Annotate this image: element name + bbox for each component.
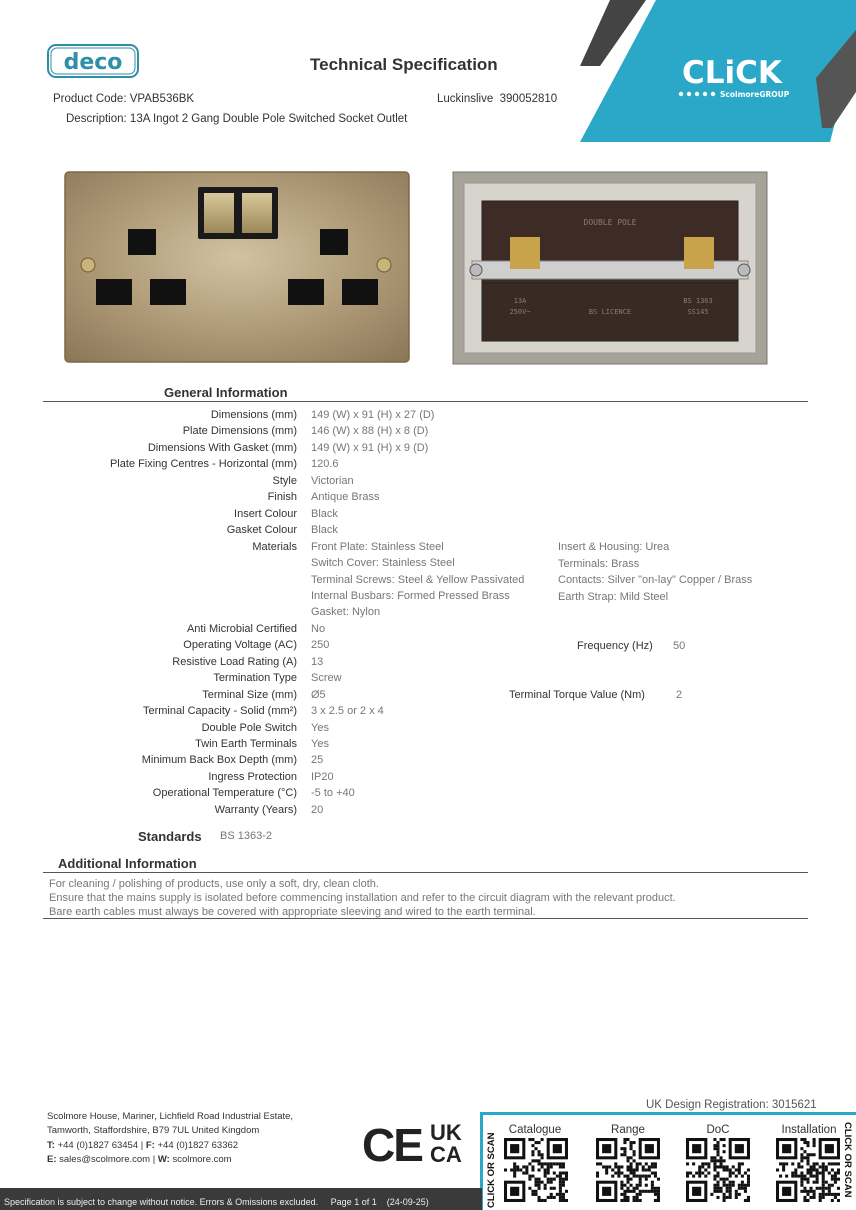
spec-value: Gasket: Nylon — [311, 606, 381, 618]
spec-label: Plate Fixing Centres - Horizontal (mm) — [109, 458, 297, 470]
rear-text-licence: BS LICENCE — [588, 308, 632, 316]
qr-code-installation[interactable] — [776, 1138, 840, 1202]
qr-code-doc[interactable] — [686, 1138, 750, 1202]
spec-label: Dimensions (mm) — [210, 409, 297, 421]
tel-value: +44 (0)1827 63454 — [57, 1140, 139, 1151]
spec-value: Black — [311, 508, 338, 520]
description-label: Description: — [66, 113, 127, 125]
spec-label: Terminal Capacity - Solid (mm²) — [142, 705, 297, 717]
spec-value: 146 (W) x 88 (H) x 8 (D) — [311, 425, 429, 437]
spec-label: Terminal Size (mm) — [202, 689, 297, 701]
spec-value: 149 (W) x 91 (H) x 27 (D) — [311, 409, 435, 421]
tel-label: T: — [47, 1140, 55, 1151]
additional-info-rule-bottom — [43, 918, 808, 919]
spec-label: Style — [272, 475, 297, 487]
rear-text-voltage: 250V~ — [509, 308, 531, 316]
spec-value: Black — [311, 524, 338, 536]
contact-line: E: sales@scolmore.com | W: scolmore.com — [47, 1154, 232, 1165]
spec-value: Terminal Screws: Steel & Yellow Passivated — [311, 574, 525, 586]
spec-label: Materials — [252, 541, 297, 553]
click-scolmore-banner — [580, 0, 856, 142]
spec-label: Twin Earth Terminals — [195, 738, 297, 750]
design-registration: UK Design Registration: 3015621 — [646, 1099, 817, 1111]
qr-label-catalogue: Catalogue — [508, 1124, 562, 1136]
general-info-rule — [43, 401, 808, 402]
additional-line-2: Bare earth cables must always be covered with appropriate sleeving and wired to the earth terminal. — [49, 906, 536, 918]
spec-label: Dimensions With Gasket (mm) — [147, 442, 297, 454]
luckins-row — [437, 93, 557, 105]
product-code-value: VPAB536BK — [129, 93, 195, 105]
spec-value: Internal Busbars: Formed Pressed Brass — [311, 590, 510, 602]
spec-value: Victorian — [311, 475, 354, 487]
ukca-top: UK — [430, 1120, 462, 1145]
qr-label-range: Range — [611, 1124, 645, 1136]
web-value: scolmore.com — [172, 1154, 232, 1165]
ce-mark: CE — [362, 1119, 422, 1171]
spec-label: Finish — [267, 491, 297, 503]
spec-value: 149 (W) x 91 (H) x 9 (D) — [311, 442, 429, 454]
click-sub-text: ScolmoreGROUP — [720, 90, 790, 99]
spec-label: Termination Type — [213, 672, 297, 684]
page-title: Technical Specification — [310, 55, 498, 74]
description-row — [66, 113, 407, 125]
spec-value: -5 to +40 — [311, 787, 355, 799]
address-line-1: Scolmore House, Mariner, Lichfield Road Industrial Estate, — [47, 1111, 294, 1122]
click-or-scan-left: CLICK OR SCAN — [486, 1132, 497, 1208]
qr-label-installation: Installation — [781, 1124, 837, 1136]
rear-text-ss145: SS145 — [687, 308, 709, 316]
fax-value: +44 (0)1827 63362 — [157, 1140, 239, 1151]
rear-text-bs1363: BS 1363 — [683, 297, 713, 305]
page-number: Page 1 of 1 — [330, 1197, 377, 1207]
issue-date: (24-09-25) — [386, 1197, 429, 1207]
additional-info-title: Additional Information — [58, 856, 197, 871]
material-col2-1: Terminals: Brass — [558, 558, 640, 570]
spec-value: Antique Brass — [311, 491, 380, 503]
standards-value: BS 1363-2 — [220, 830, 272, 842]
click-logo-text: CLiCK — [682, 55, 782, 91]
spec-value: Front Plate: Stainless Steel — [311, 541, 444, 553]
description-value: 13A Ingot 2 Gang Double Pole Switched Socket Outlet — [129, 113, 408, 125]
email-value: sales@scolmore.com — [59, 1154, 151, 1165]
spec-label: Insert Colour — [234, 508, 297, 520]
fax-label: F: — [145, 1140, 155, 1151]
material-col2-0: Insert & Housing: Urea — [558, 541, 670, 553]
spec-label: Anti Microbial Certified — [186, 623, 297, 635]
frequency-value: 50 — [673, 640, 686, 652]
additional-info-rule-top — [43, 872, 808, 873]
footer-disclaimer-line — [4, 1197, 429, 1207]
qr-code-range[interactable] — [596, 1138, 660, 1202]
spec-value: 13 — [311, 656, 324, 668]
spec-value: 120.6 — [311, 458, 339, 470]
rear-text-13a: 13A — [513, 297, 527, 305]
spec-label: Operational Temperature (°C) — [152, 787, 297, 799]
torque-value: 2 — [676, 689, 683, 701]
spec-value: Screw — [311, 672, 342, 684]
general-info-title: General Information — [164, 385, 288, 400]
ukca-mark — [430, 1122, 478, 1166]
luckins-label: Luckinslive — [437, 93, 494, 105]
product-front-image — [64, 171, 410, 363]
qr-label-doc: DoC — [706, 1124, 730, 1136]
email-label: E: — [47, 1154, 57, 1165]
spec-value: 3 x 2.5 or 2 x 4 — [311, 705, 384, 717]
qr-code-catalogue[interactable] — [504, 1138, 568, 1202]
spec-label: Ingress Protection — [208, 771, 297, 783]
torque-label: Terminal Torque Value (Nm) — [509, 689, 645, 701]
luckins-value: 390052810 — [499, 93, 558, 105]
web-label: W: — [157, 1154, 170, 1165]
additional-line-1: Ensure that the mains supply is isolated before commencing installation and refer to the circuit diagram with the relevant product. — [49, 892, 676, 904]
spec-label: Plate Dimensions (mm) — [182, 425, 297, 437]
spec-value: 250 — [311, 639, 330, 651]
spec-value: Yes — [311, 722, 329, 734]
spec-label: Operating Voltage (AC) — [183, 639, 297, 651]
spec-value: 20 — [311, 804, 324, 816]
product-code-row — [53, 93, 194, 105]
disclaimer-text: Specification is subject to change without notice. Errors & Omissions excluded. — [4, 1197, 319, 1207]
click-or-scan-right: CLICK OR SCAN — [842, 1122, 853, 1198]
spec-label: Warranty (Years) — [214, 804, 297, 816]
address-line-2: Tamworth, Staffordshire, B79 7UL United Kingdom — [47, 1125, 260, 1136]
spec-value: Yes — [311, 738, 329, 750]
spec-value: No — [311, 623, 326, 635]
spec-value: 25 — [311, 754, 324, 766]
ukca-bottom: CA — [430, 1142, 462, 1167]
spec-value: Ø5 — [311, 689, 326, 701]
spec-value: IP20 — [311, 771, 334, 783]
material-col2-2: Contacts: Silver "on-lay" Copper / Brass — [558, 574, 753, 586]
standards-label: Standards — [138, 829, 202, 844]
spec-label: Resistive Load Rating (A) — [172, 656, 297, 668]
spec-label: Double Pole Switch — [201, 722, 297, 734]
phone-line: T: +44 (0)1827 63454 | F: +44 (0)1827 63362 — [47, 1140, 239, 1151]
spec-value: Switch Cover: Stainless Steel — [311, 557, 455, 569]
frequency-label: Frequency (Hz) — [577, 640, 653, 652]
product-rear-image — [452, 171, 768, 365]
spec-label: Gasket Colour — [226, 524, 297, 536]
additional-line-0: For cleaning / polishing of products, use only a soft, dry, clean cloth. — [49, 878, 379, 890]
product-code-label: Product Code: — [53, 93, 127, 105]
deco-logo — [47, 44, 139, 78]
rear-text-double-pole: DOUBLE POLE — [583, 218, 637, 227]
material-col2-3: Earth Strap: Mild Steel — [558, 591, 669, 603]
deco-logo-text: deco — [63, 50, 123, 75]
spec-label: Minimum Back Box Depth (mm) — [141, 754, 297, 766]
